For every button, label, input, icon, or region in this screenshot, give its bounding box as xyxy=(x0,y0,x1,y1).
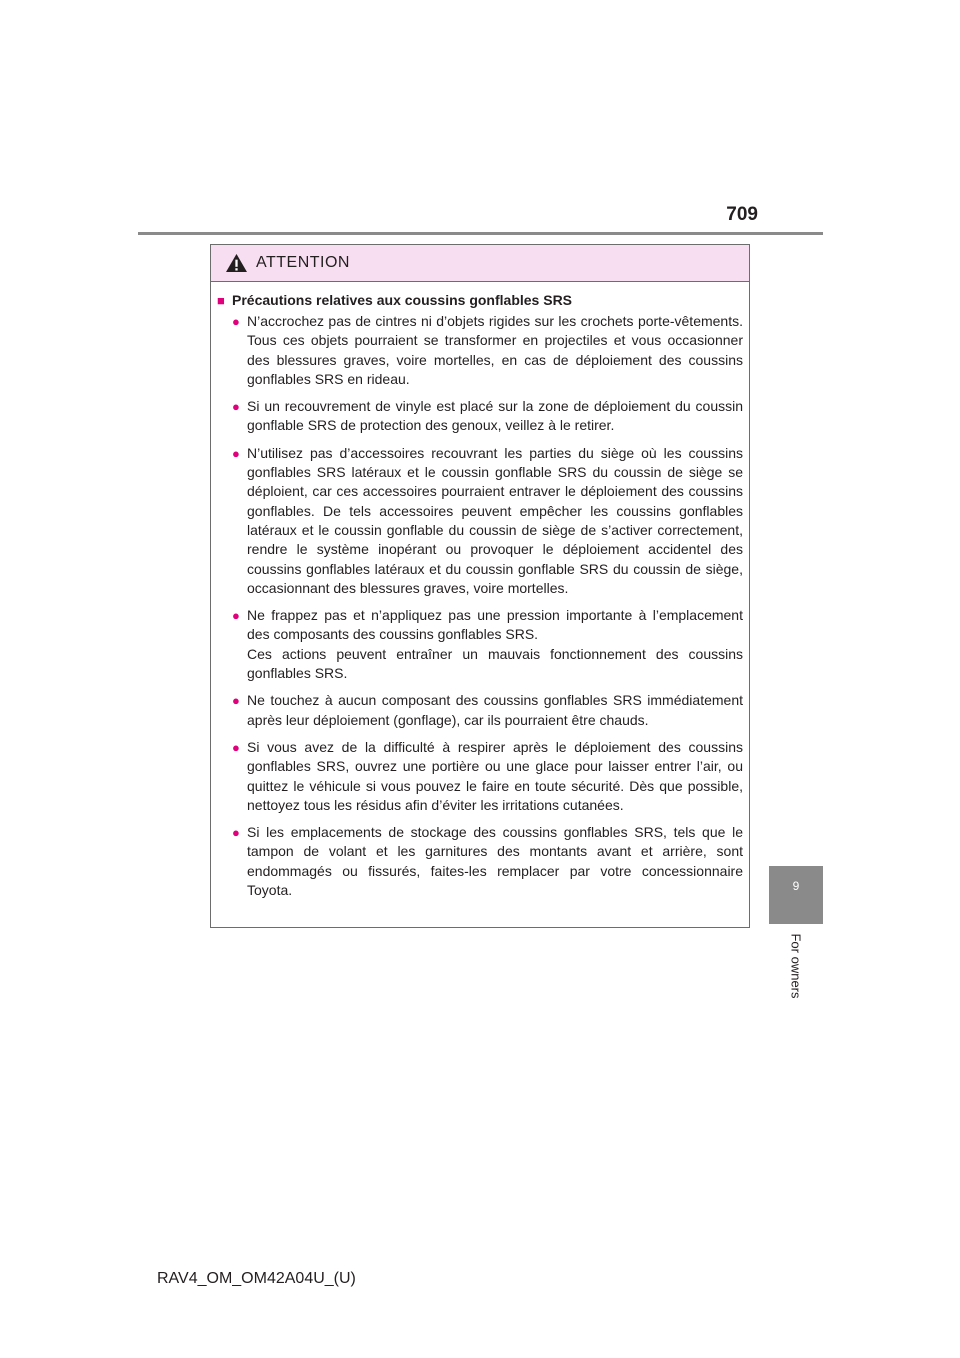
bullet-dot-icon: ● xyxy=(232,739,240,755)
bullet-dot-icon: ● xyxy=(232,445,240,461)
list-item: ● Si les emplacements de stockage des coussins gonflables SRS, tels que le tampon de volant et les garnitures des montants avant et arrière, sont endommagés ou fissurés, faites-les remplacer par votre concessionnaire Toyota. xyxy=(232,824,743,899)
caution-box xyxy=(210,244,750,928)
page-number: 709 xyxy=(726,204,758,225)
bullet-dot-icon: ● xyxy=(232,314,240,329)
bullet-dot-icon: ● xyxy=(232,608,240,624)
list-item: ● N’utilisez pas d’accessoires recouvrant les parties du siège où les coussins gonflables SRS latéraux et le coussin gonflable SRS du coussin de siège se déploient, car ces accessoires pourraient entraver le déploiement des coussins gonflables. De tels accessoires peuvent empêcher les coussins gonflables latéraux et le coussin gonflable du coussin de siège de s’activer correctement, rendre le système inopérant ou provoquer le déploiement accidentel des coussins gonflables latéraux et du coussin gonflable SRS du coussin de siège, occasionnant des blessures graves, voire mortelles. xyxy=(232,444,743,596)
section-title: Précautions relatives aux coussins gonflables SRS xyxy=(232,292,573,308)
list-item: ● Ne touchez à aucun composant des coussins gonflables SRS immédiatement après leur déploiement (gonflage), car ils pourraient être chauds. xyxy=(232,692,743,728)
list-item: ● Ne frappez pas et n’appliquez pas une pression importante à l’emplacement des composants des coussins gonflables SRS. Ces actions peuvent entraîner un mauvais fonctionnement des coussins gonflables SRS. xyxy=(232,607,743,682)
caution-header xyxy=(211,245,749,282)
chapter-label: For owners xyxy=(788,933,804,999)
list-item: ● Si un recouvrement de vinyle est placé sur la zone de déploiement du coussin gonflable SRS de protection des genoux, veillez à le retirer. xyxy=(232,398,743,434)
bullet-dot-icon: ● xyxy=(232,399,240,415)
top-rule xyxy=(138,232,823,235)
caution-body xyxy=(211,282,749,900)
chapter-number: 9 xyxy=(792,879,800,893)
section-heading xyxy=(217,291,743,310)
list-item: ● Si vous avez de la difficulté à respirer après le déploiement des coussins gonflables SRS, ouvrez une portière ou une glace pour laisser entrer l’air, ou quittez le véhicule si vous pouvez le faire en toute sécurité. Dès que possible, nettoyez tous les résidus afin d’éviter les irritations cutanées. xyxy=(232,738,743,813)
footer-code: RAV4_OM_OM42A04U_(U) xyxy=(157,1270,356,1287)
square-bullet-icon: ■ xyxy=(217,293,225,308)
warning-triangle-icon xyxy=(225,253,248,273)
list-item: ● N’accrochez pas de cintres ni d’objets rigides sur les crochets porte-vêtements. Tous ces objets pourraient se transformer en projectiles et vous occasionner des blessures graves, voire mortelles, en cas de déploiement des coussins gonflables SRS en rideau. xyxy=(232,313,743,387)
caution-title: ATTENTION xyxy=(256,254,350,271)
bullet-dot-icon: ● xyxy=(232,693,240,709)
chapter-tab xyxy=(769,866,823,924)
bullet-dot-icon: ● xyxy=(232,825,240,841)
bullet-list xyxy=(217,312,743,900)
